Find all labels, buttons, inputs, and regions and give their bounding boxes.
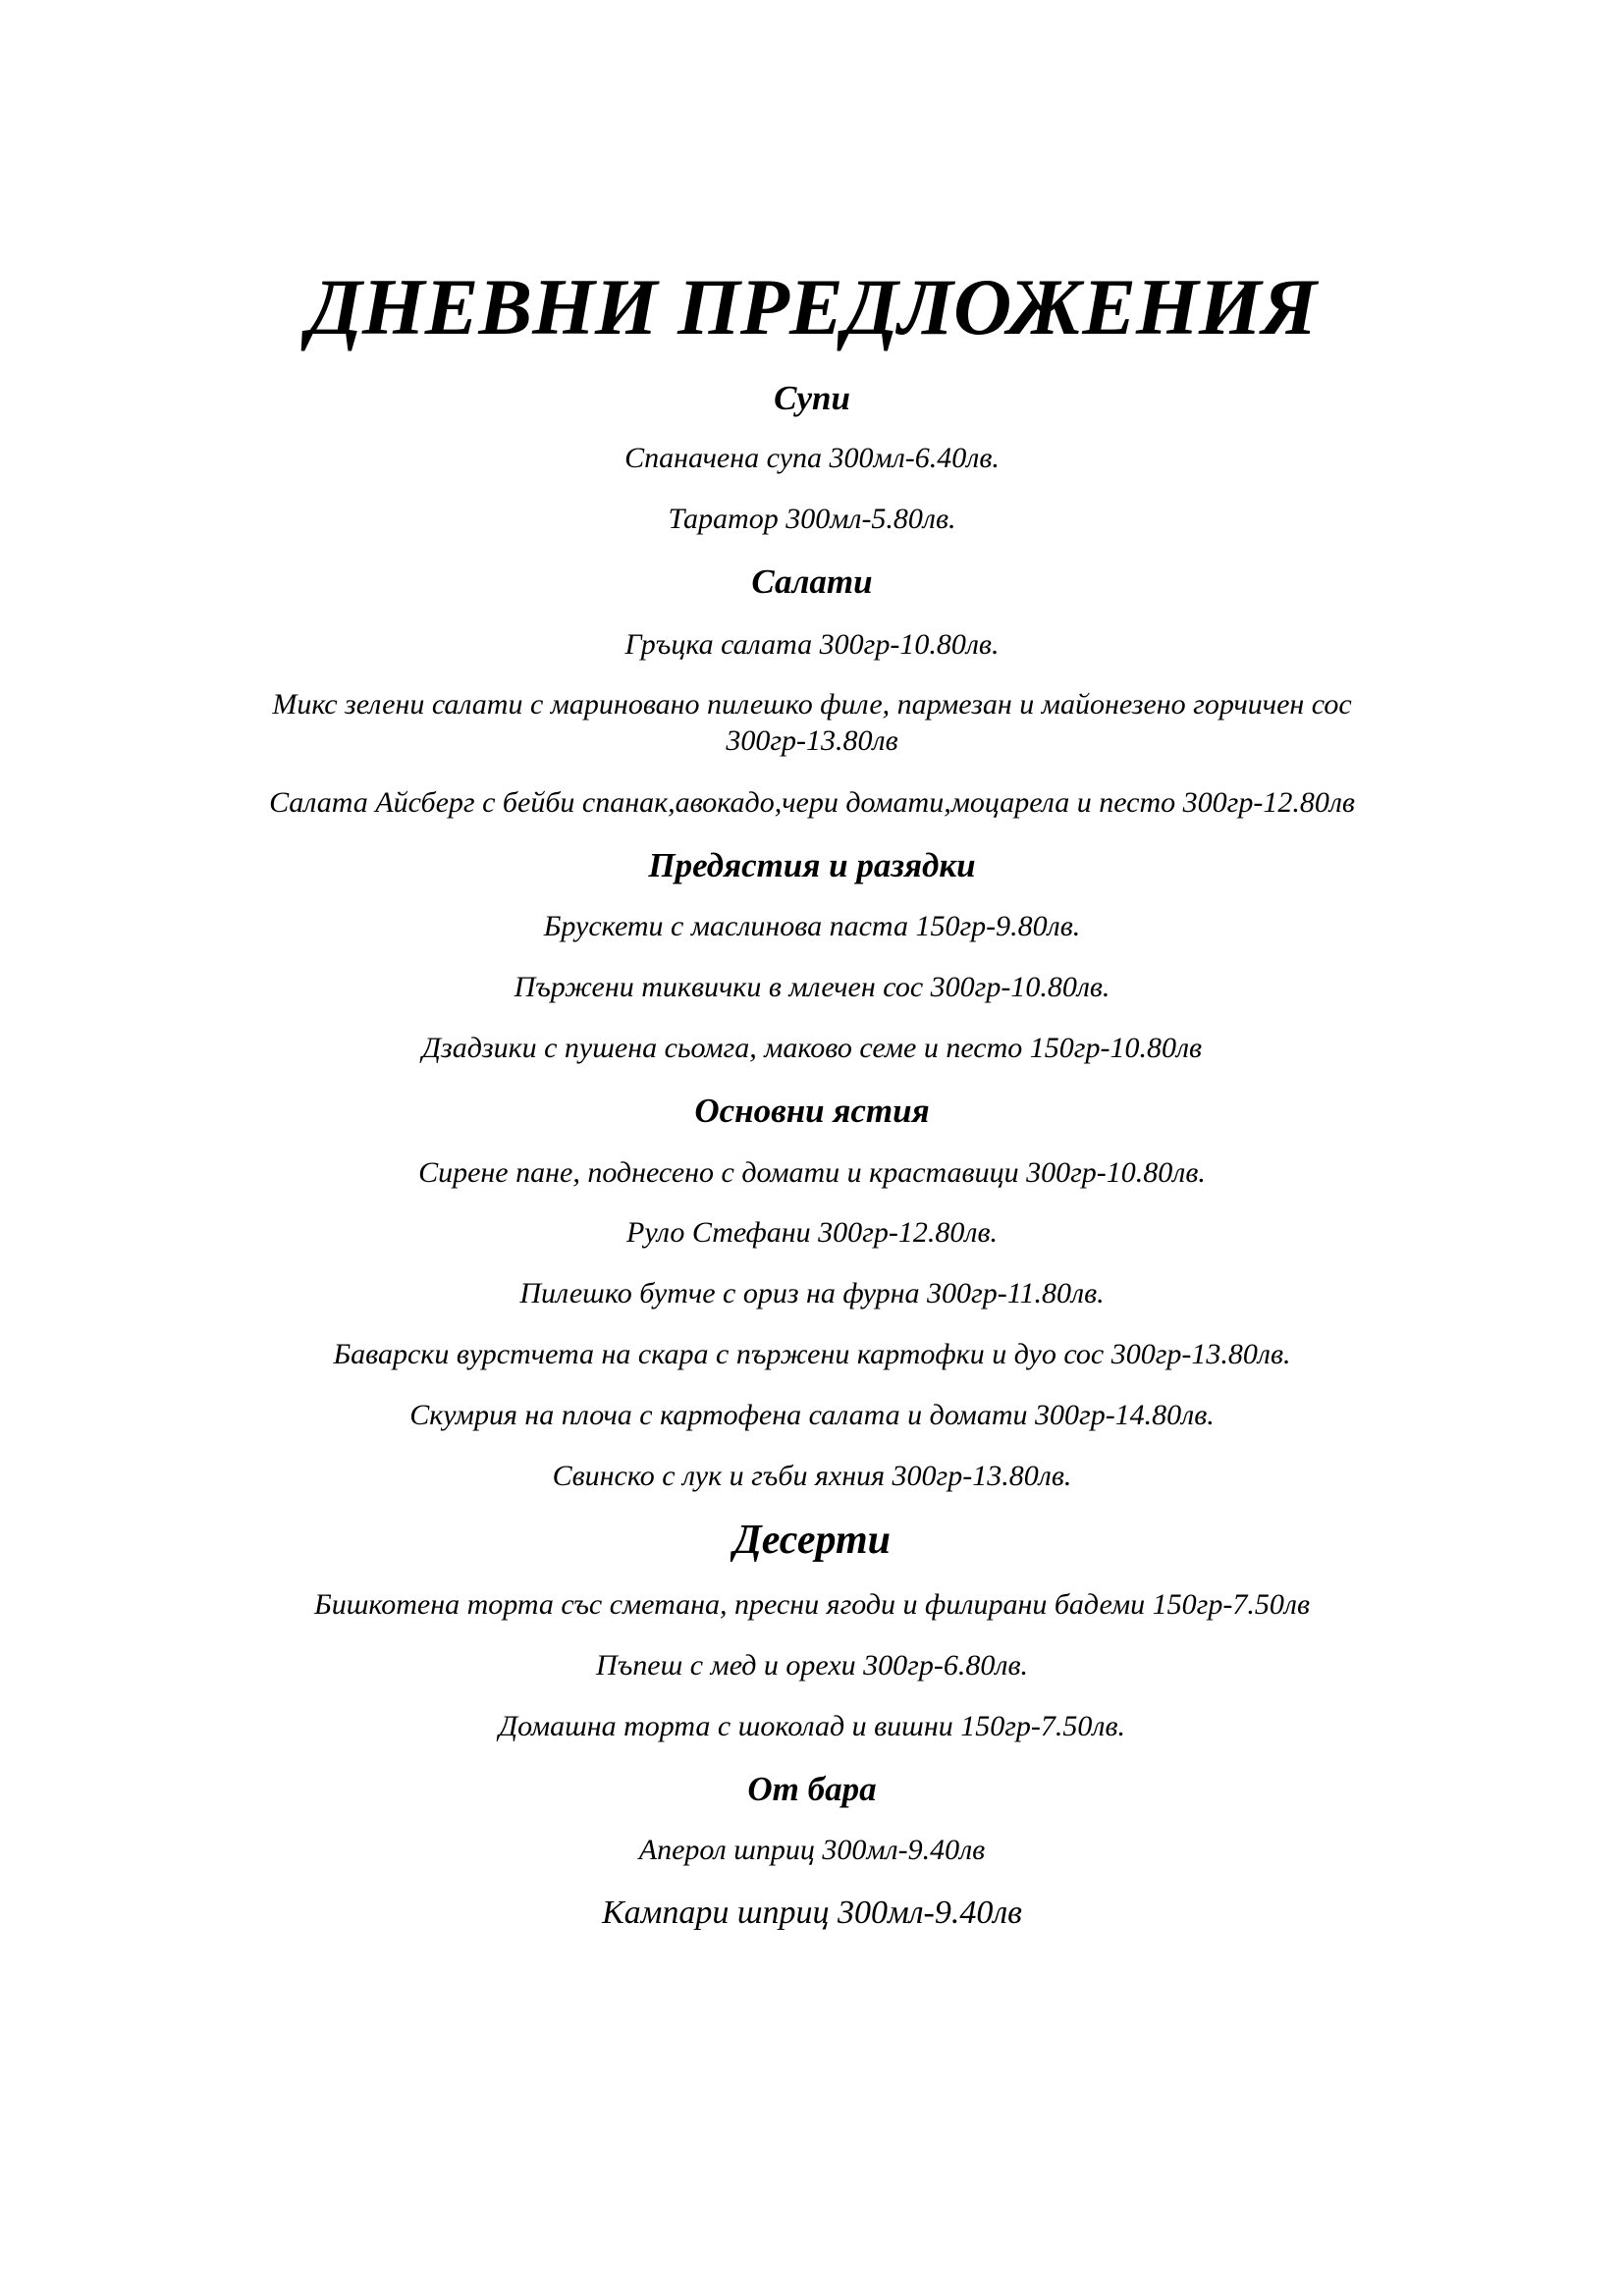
menu-item: Кампари шприц 300мл-9.40лв: [602, 1895, 1022, 1931]
menu-item: Брускети с маслинова паста 150гр-9.80лв.: [543, 910, 1081, 942]
menu-item: Свинско с лук и гъби яхния 300гр-13.80лв.: [552, 1460, 1072, 1492]
section-heading-soups: Супи: [774, 379, 850, 417]
section-heading-bar: От бара: [747, 1770, 877, 1808]
section-heading-salads: Салати: [751, 562, 873, 601]
menu-item: Аперол шприц 300мл-9.40лв: [638, 1834, 986, 1866]
menu-item: Пилешко бутче с ориз на фурна 300гр-11.80лв.: [519, 1277, 1105, 1309]
menu-item: Сирене пане, поднесено с домати и краставици 300гр-10.80лв.: [418, 1156, 1206, 1189]
menu-item: Микс зелени салати с мариновано пилешко филе, пармезан и майонезено горчичен сос: [272, 688, 1352, 721]
section-heading-starters: Предястия и разядки: [648, 846, 976, 884]
menu-item: Пъпеш с мед и орехи 300гр-6.80лв.: [596, 1649, 1028, 1682]
menu-item: Салата Айсберг с бейби спанак,авокадо,чери домати,моцарела и песто 300гр-12.80лв: [269, 786, 1355, 819]
menu-item: Пържени тиквички в млечен сос 300гр-10.80лв.: [514, 971, 1110, 1003]
page-title: ДНЕВНИ ПРЕДЛОЖЕНИЯ: [306, 262, 1318, 351]
menu-item-continuation: 300гр-13.80лв: [726, 724, 898, 757]
menu-item: Баварски вурстчета на скара с пържени картофки и дуо сос 300гр-13.80лв.: [333, 1338, 1291, 1370]
menu-item: Дзадзики с пушена сьомга, маково семе и песто 150гр-10.80лв: [421, 1032, 1203, 1064]
menu-item: Гръцка салата 300гр-10.80лв.: [624, 628, 1000, 661]
menu-item: Бишкотена торта със сметана, пресни ягоди и филирани бадеми 150гр-7.50лв: [314, 1588, 1310, 1621]
menu-item: Руло Стефани 300гр-12.80лв.: [626, 1216, 998, 1249]
section-heading-main-dishes: Основни ястия: [694, 1092, 930, 1130]
menu-item: Таратор 300мл-5.80лв.: [668, 503, 956, 535]
menu-item: Домашна торта с шоколад и вишни 150гр-7.50лв.: [499, 1710, 1125, 1742]
menu-item: Спаначена супа 300мл-6.40лв.: [624, 442, 1000, 474]
section-heading-desserts: Десерти: [733, 1518, 891, 1563]
menu-item: Скумрия на плоча с картофена салата и домати 300гр-14.80лв.: [409, 1399, 1215, 1431]
